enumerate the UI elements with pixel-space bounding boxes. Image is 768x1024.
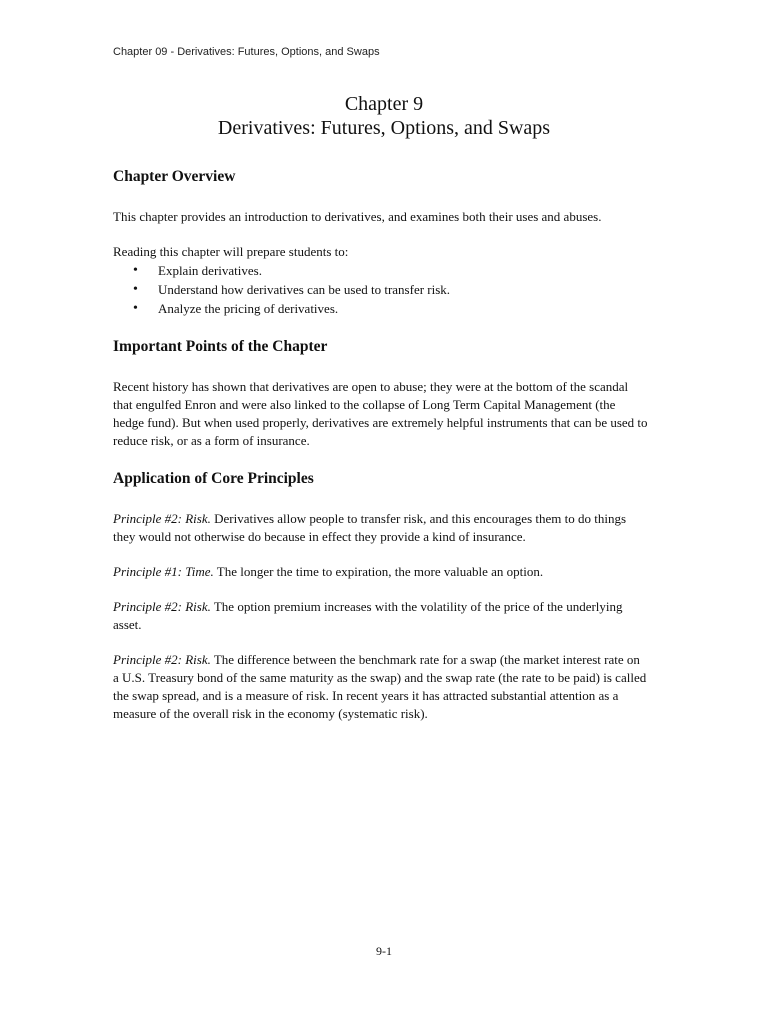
objectives-list	[113, 261, 648, 318]
page-content	[113, 166, 648, 723]
chapter-title: Derivatives: Futures, Options, and Swaps	[217, 117, 551, 139]
principle-label: Principle #1: Time.	[113, 564, 214, 579]
principle-paragraph	[113, 510, 648, 546]
principle-text: The option premium increases with the volatility of the price of the underlying asset.	[113, 599, 623, 632]
principle-paragraph	[113, 563, 648, 581]
section-heading-overview: Chapter Overview	[113, 168, 236, 185]
principle-text: Derivatives allow people to transfer risk, and this encourages them to do things they would not otherwise do because in effect they provide a kind of insurance.	[113, 511, 627, 544]
principle-label: Principle #2: Risk.	[113, 652, 211, 667]
principle-label: Principle #2: Risk.	[113, 599, 211, 614]
chapter-number: Chapter 9	[344, 93, 424, 115]
principle-paragraph	[113, 598, 648, 634]
running-header: Chapter 09 - Derivatives: Futures, Options, and Swaps	[113, 46, 380, 58]
objective-item: • Analyze the pricing of derivatives.	[113, 299, 648, 318]
important-points-body: Recent history has shown that derivatives are open to abuse; they were at the bottom of the scandal that engulfed Enron and were also linked to the collapse of Long Term Capital Management (the hedge fund). But when used properly, derivatives are extremely helpful instruments that can be used to reduce risk, or as a form of insurance.	[113, 379, 648, 448]
principle-label: Principle #2: Risk.	[113, 511, 211, 526]
principle-text: The difference between the benchmark rate for a swap (the market interest rate on a U.S. Treasury bond of the same maturity as the swap) and the swap rate (the rate to be paid) is called the swap spread, and is a measure of risk. In recent years it has attracted substantial attention as a measure of the overall risk in the economy (systematic risk).	[113, 652, 647, 721]
objectives-lead-in: Reading this chapter will prepare students to:	[113, 244, 349, 259]
overview-intro: This chapter provides an introduction to derivatives, and examines both their uses and abuses.	[113, 209, 602, 224]
objective-item: • Understand how derivatives can be used to transfer risk.	[113, 280, 648, 299]
objective-item: • Explain derivatives.	[113, 261, 648, 280]
principle-text: The longer the time to expiration, the more valuable an option.	[213, 564, 544, 579]
page-number: 9-1	[376, 944, 392, 958]
section-heading-important-points: Important Points of the Chapter	[113, 338, 328, 355]
title-block	[0, 92, 768, 140]
section-heading-core-principles: Application of Core Principles	[113, 470, 314, 487]
principle-paragraph	[113, 651, 648, 723]
